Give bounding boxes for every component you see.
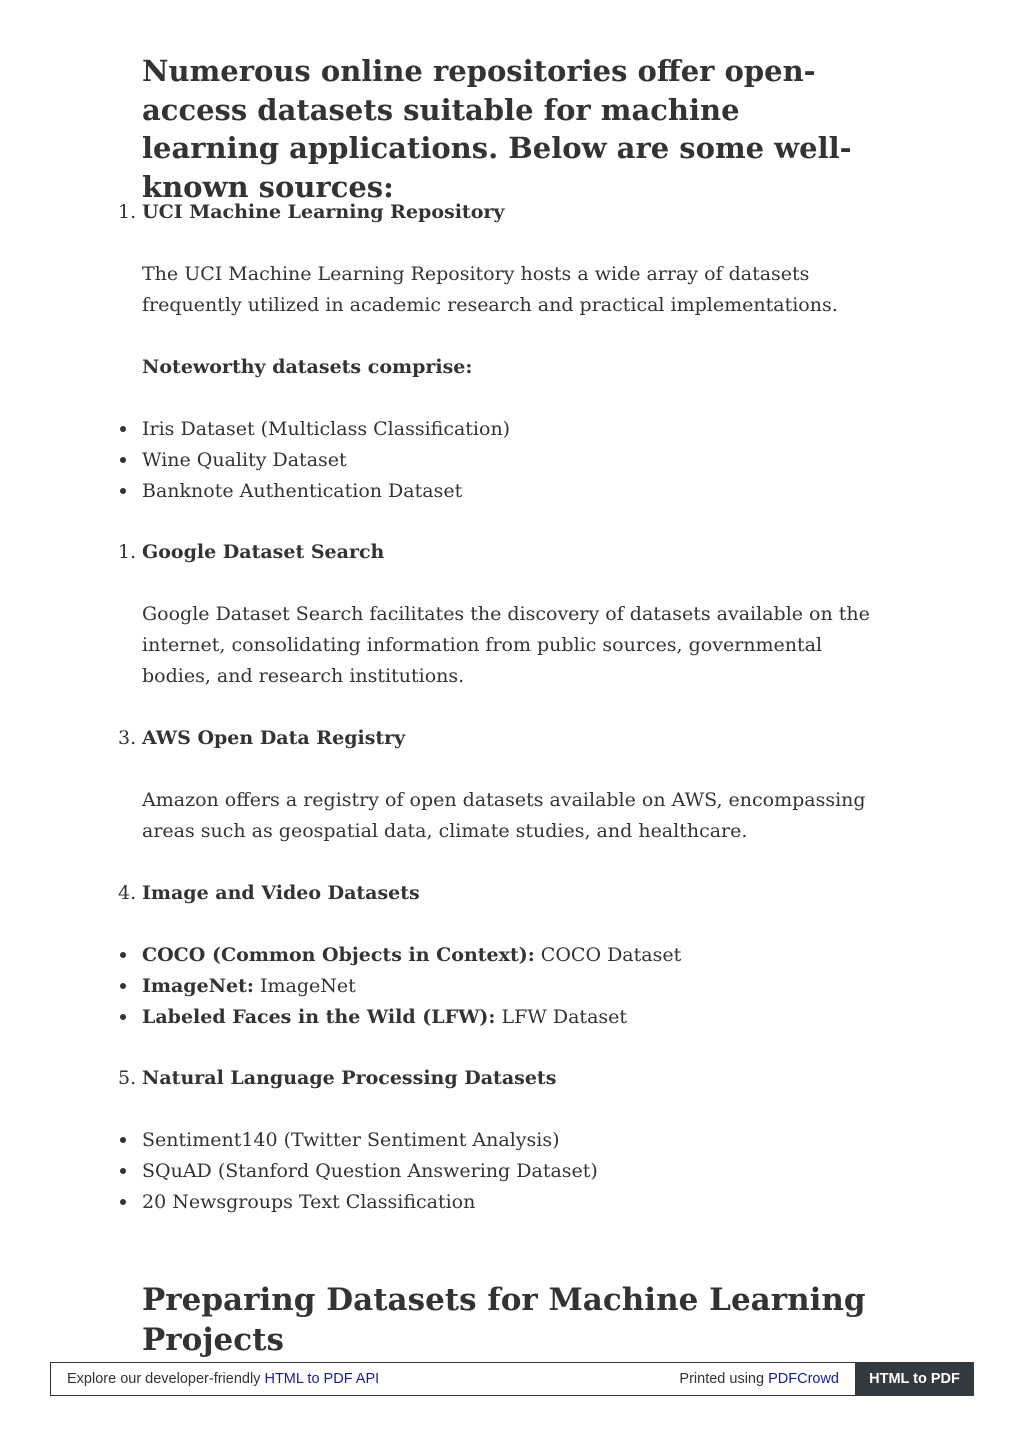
list-item: SQuAD (Stanford Question Answering Dataset)	[142, 1156, 882, 1187]
footer-explore-text: Explore our developer-friendly HTML to PDF API	[67, 1371, 380, 1387]
section-subheading: Noteworthy datasets comprise:	[142, 356, 473, 378]
section-title: Image and Video Datasets	[142, 882, 420, 904]
section-description: Amazon offers a registry of open datasets available on AWS, encompassing areas such as geospatial data, climate studies, and healthcare.	[142, 789, 866, 842]
list-item: ImageNet: ImageNet	[142, 971, 882, 1002]
section-uci	[118, 197, 882, 228]
section-number: 1.	[118, 541, 137, 563]
section-image-video	[118, 878, 882, 909]
section-description: The UCI Machine Learning Repository hosts a wide array of datasets frequently utilized in academic research and practical implementations.	[142, 263, 838, 316]
list-item: Labeled Faces in the Wild (LFW): LFW Dataset	[142, 1002, 882, 1033]
section-aws	[118, 723, 882, 754]
section-title: UCI Machine Learning Repository	[142, 201, 505, 223]
list-item: COCO (Common Objects in Context): COCO Dataset	[142, 940, 882, 971]
uci-dataset-list	[142, 414, 882, 507]
intro-heading: Numerous online repositories offer open-access datasets suitable for machine learning applications. Below are some well-known sources:	[142, 54, 852, 204]
html-to-pdf-button[interactable]: HTML to PDF	[855, 1362, 974, 1396]
bullet-icon	[120, 1014, 126, 1020]
bullet-icon	[120, 457, 126, 463]
bullet-icon	[120, 1168, 126, 1174]
pdf-footer-banner	[50, 1362, 974, 1396]
section-google	[118, 537, 882, 568]
list-item: Iris Dataset (Multiclass Classification)	[142, 414, 882, 445]
bullet-icon	[120, 983, 126, 989]
section-nlp	[118, 1063, 882, 1094]
section-title: Natural Language Processing Datasets	[142, 1067, 557, 1089]
pdfcrowd-link[interactable]: PDFCrowd	[768, 1371, 839, 1387]
bullet-icon	[120, 952, 126, 958]
footer-printed-text: Printed using PDFCrowd	[679, 1371, 839, 1387]
html-to-pdf-api-link[interactable]: HTML to PDF API	[264, 1371, 380, 1387]
section-number: 5.	[118, 1067, 137, 1089]
bullet-icon	[120, 1137, 126, 1143]
bullet-icon	[120, 426, 126, 432]
bullet-icon	[120, 488, 126, 494]
image-dataset-list	[142, 940, 882, 1033]
list-item: Banknote Authentication Dataset	[142, 476, 882, 507]
section-title: AWS Open Data Registry	[142, 727, 406, 749]
list-item: 20 Newsgroups Text Classification	[142, 1187, 882, 1218]
bullet-icon	[120, 1199, 126, 1205]
list-item: Wine Quality Dataset	[142, 445, 882, 476]
section-number: 4.	[118, 882, 137, 904]
section-description: Google Dataset Search facilitates the discovery of datasets available on the internet, consolidating information from public sources, governmental bodies, and research institutions.	[142, 603, 870, 687]
nlp-dataset-list	[142, 1125, 882, 1218]
list-item: Sentiment140 (Twitter Sentiment Analysis)	[142, 1125, 882, 1156]
section-title: Google Dataset Search	[142, 541, 385, 563]
section-number: 3.	[118, 727, 137, 749]
section-number: 1.	[118, 201, 137, 223]
section-heading: Preparing Datasets for Machine Learning Projects	[142, 1282, 866, 1358]
